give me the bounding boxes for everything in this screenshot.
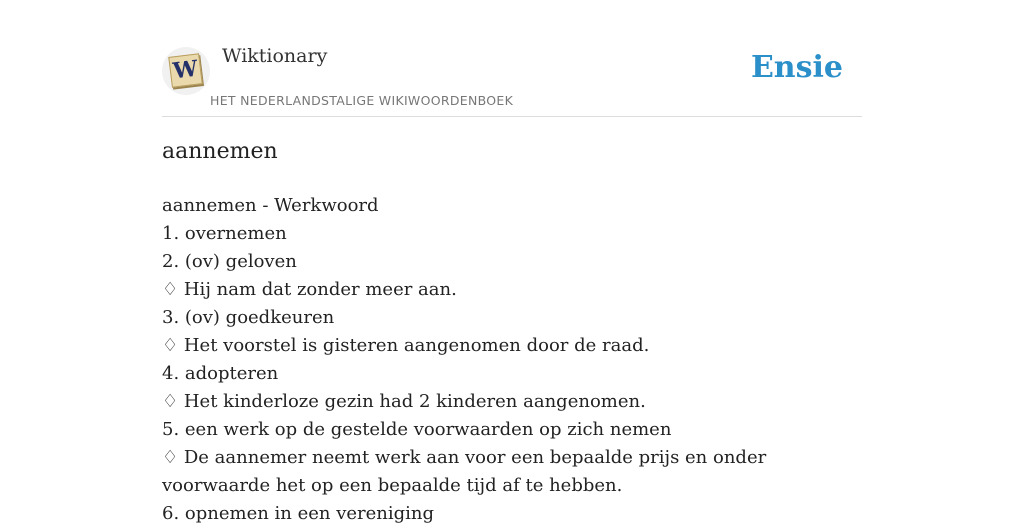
entry-line-definition-5: 5. een werk op de gestelde voorwaarden op zich nemen: [162, 419, 672, 440]
entry-line-definition-1: 1. overnemen: [162, 223, 287, 244]
entry-line-definition-2: 2. (ov) geloven: [162, 251, 297, 272]
entry-content: [162, 192, 862, 528]
entry-line-word-class: aannemen - Werkwoord: [162, 195, 379, 216]
site-subtitle: HET NEDERLANDSTALIGE WIKIWOORDENBOEK: [210, 93, 514, 108]
entry-line-definition-3: 3. (ov) goedkeuren: [162, 307, 335, 328]
logo-letter: W: [171, 55, 200, 85]
entry-line-example-3: ♢ Het voorstel is gisteren aangenomen door de raad.: [162, 335, 650, 356]
page: [162, 0, 862, 524]
site-title[interactable]: Wiktionary: [222, 45, 328, 67]
entry-line-example-2: ♢ Hij nam dat zonder meer aan.: [162, 279, 457, 300]
site-header: [162, 0, 862, 117]
entry-line-definition-4: 4. adopteren: [162, 363, 279, 384]
wiktionary-logo-icon[interactable]: [162, 47, 210, 95]
entry-line-example-5: ♢ De aannemer neemt werk aan voor een bepaalde prijs en onder voorwaarde het op een bepaalde tijd af te hebben.: [162, 447, 767, 496]
logo-tile: [168, 53, 203, 88]
entry-line-definition-6: 6. opnemen in een vereniging: [162, 503, 435, 524]
entry-title: aannemen: [162, 139, 278, 164]
ensie-brand-link[interactable]: Ensie: [750, 50, 843, 85]
entry-line-example-4: ♢ Het kinderloze gezin had 2 kinderen aangenomen.: [162, 391, 646, 412]
